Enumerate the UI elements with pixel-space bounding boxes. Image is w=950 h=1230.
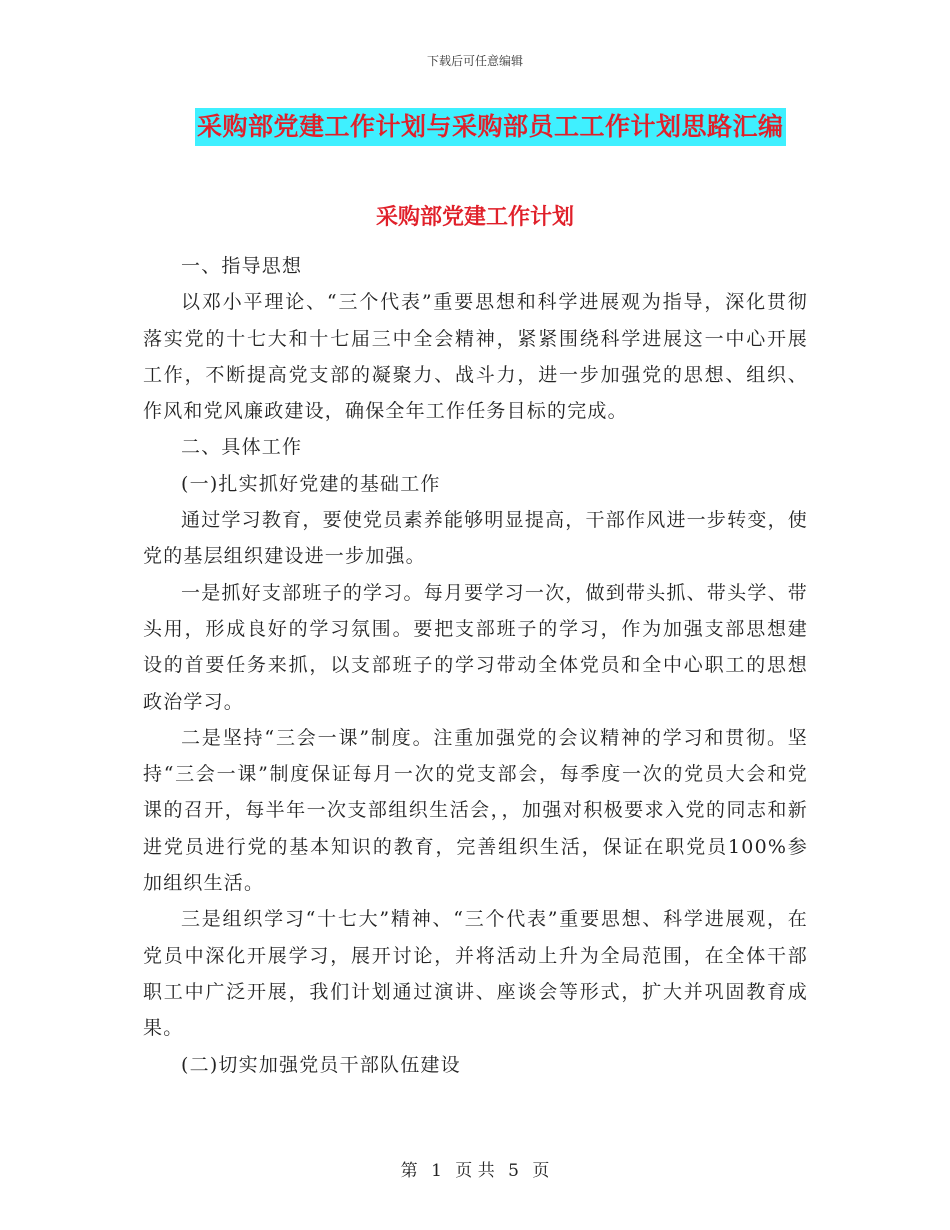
doc-title: 采购部党建工作计划与采购部员工工作计划思路汇编 <box>197 112 784 141</box>
paragraph: 一是抓好支部班子的学习。每月要学习一次，做到带头抓、带头学、带头用，形成良好的学习氛围。要把支部班子的学习，作为加强支部思想建设的首要任务来抓，以支部班子的学习带动全体党员和全中心职工的思想政治学习。 <box>143 581 808 713</box>
paragraph-heading-2: 二、具体工作 <box>181 436 303 459</box>
page-footer <box>0 1156 950 1181</box>
footer-mid: 页 共 <box>455 1161 495 1181</box>
paragraph: 二是坚持“三会一课”制度。注重加强党的会议精神的学习和贯彻。坚持“三会一课”制度保证每月一次的党支部会，每季度一次的党员大会和党课的召开，每半年一次支部组织生活会，，加强对积极要求入党的同志和新进党员进行党的基本知识的教育，完善组织生活，保证在职党员100%参加组织生活。 <box>143 726 808 895</box>
paragraph-heading-1: 一、指导思想 <box>181 255 303 277</box>
document-body <box>143 248 808 1083</box>
section-title: 采购部党建工作计划 <box>375 204 574 230</box>
paragraph-subheading-1: (一)扎实抓好党建的基础工作 <box>181 472 441 495</box>
footer-total-pages: 5 <box>508 1161 519 1181</box>
header-note: 下载后可任意编辑 <box>426 54 523 68</box>
footer-page-number: 1 <box>431 1161 442 1181</box>
paragraph-subheading-2: (二)切实加强党员干部队伍建设 <box>181 1053 461 1076</box>
footer-prefix: 第 <box>400 1161 418 1181</box>
paragraph: 通过学习教育，要使党员素养能够明显提高，干部作风进一步转变，使党的基层组织建设进一步加强。 <box>143 509 808 568</box>
paragraph: 以邓小平理论、“三个代表”重要思想和科学进展观为指导，深化贯彻落实党的十七大和十七届三中全会精神，紧紧围绕科学进展这一中心开展工作，不断提高党支部的凝聚力、战斗力，进一步加强党的思想、组织、作风和党风廉政建设，确保全年工作任务目标的完成。 <box>143 291 808 423</box>
paragraph: 三是组织学习“十七大”精神、“三个代表”重要思想、科学进展观，在党员中深化开展学习，展开讨论，并将活动上升为全局范围，在全体干部职工中广泛开展，我们计划通过演讲、座谈会等形式，扩大并巩固教育成果。 <box>143 908 808 1040</box>
doc-title-highlight <box>195 108 786 146</box>
footer-suffix: 页 <box>532 1161 550 1181</box>
